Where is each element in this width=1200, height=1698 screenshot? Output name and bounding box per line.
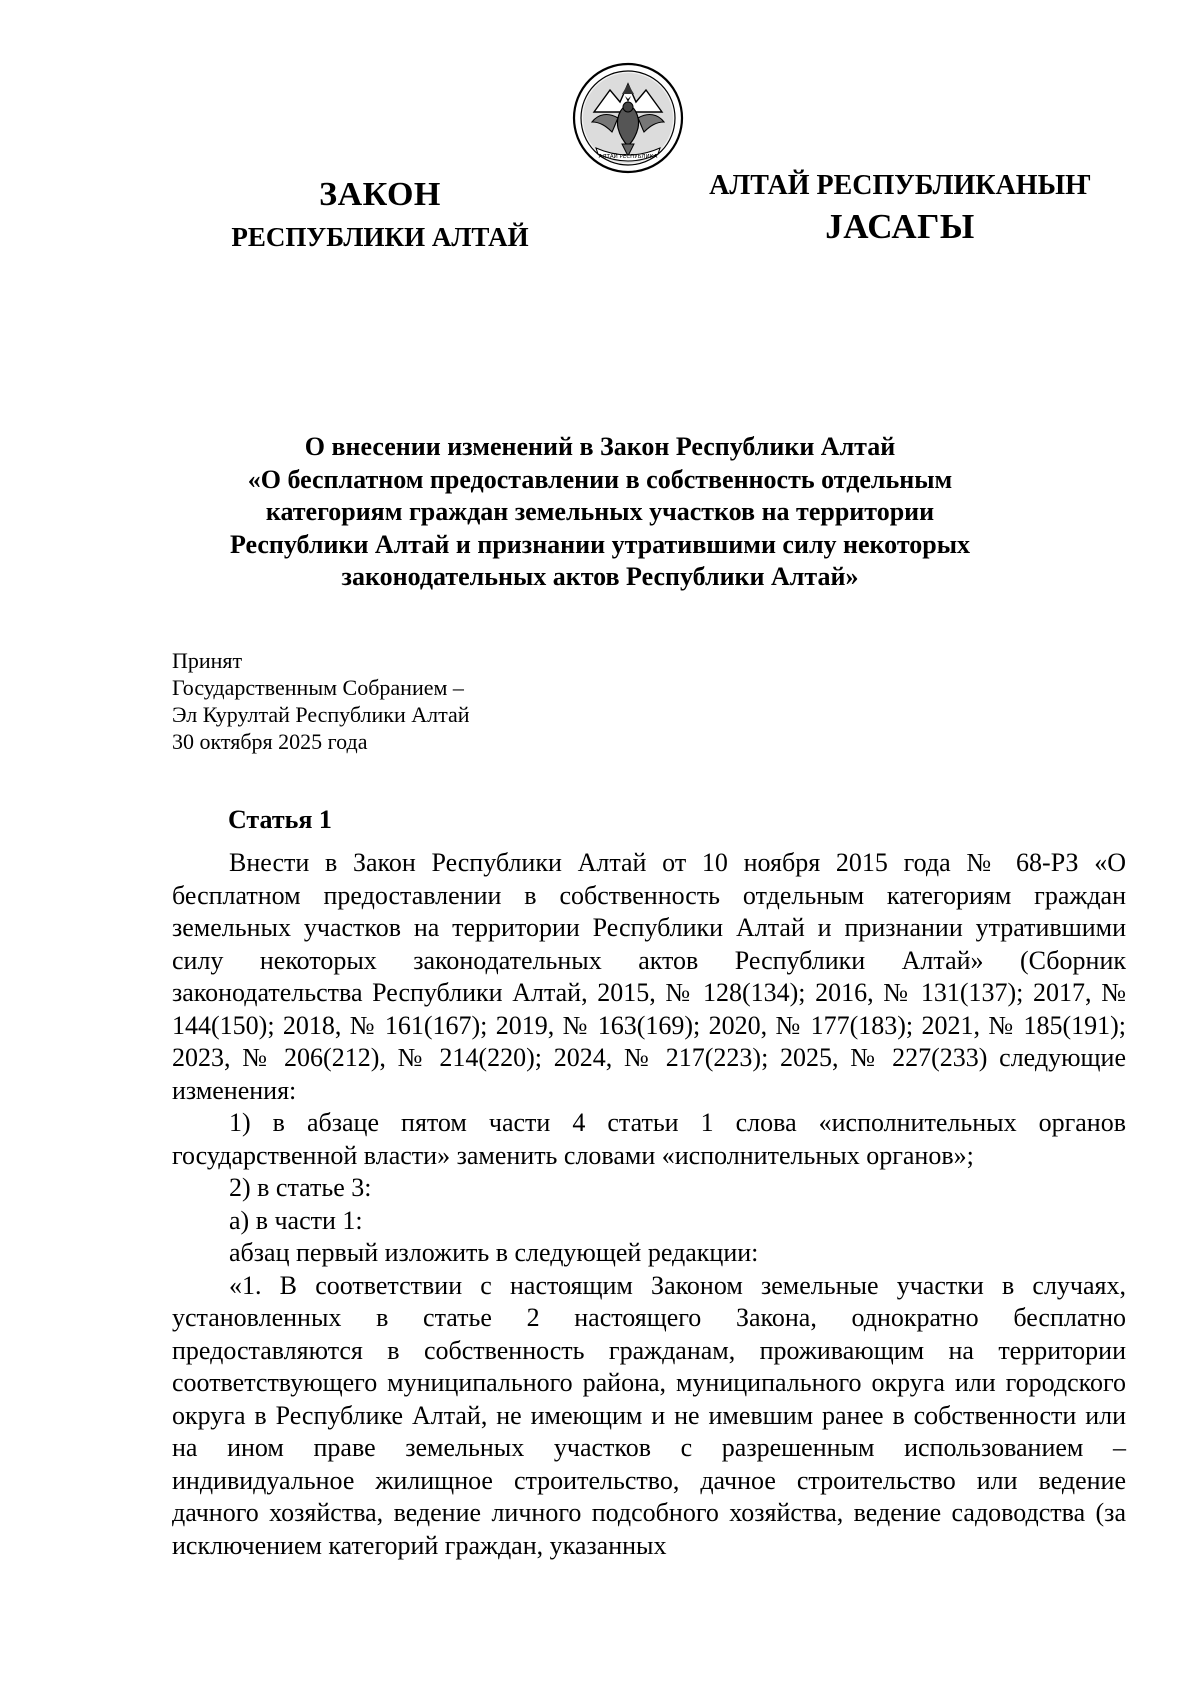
- header-left: [170, 173, 590, 257]
- coat-of-arms-icon: [572, 62, 684, 174]
- title-line: категориям граждан земельных участков на территории: [265, 497, 935, 526]
- title-line: О внесении изменений в Закон Республики Алтай: [304, 432, 896, 461]
- paragraph: Внести в Закон Республики Алтай от 10 ноября 2015 года № 68-РЗ «О бесплатном предоставлении в собственность отдельным категориям граждан земельных участков на территории Республики Алтай и признании утратившими силу некоторых законодательных актов Республики Алтай» (Сборник законодательства Республики Алтай, 2015, № 128(134); 2016, № 131(137); 2017, № 144(150); 2018, № 161(167); 2019, № 163(169); 2020, № 177(183); 2021, № 185(191); 2023, № 206(212), № 214(220); 2024, № 217(223); 2025, № 227(233) следующие изменения:: [172, 848, 1126, 1105]
- paragraph: «1. В соответствии с настоящим Законом земельные участки в случаях, установленных в статье 2 настоящего Закона, однократно бесплатно предоставляются в собственность гражданам, проживающим на территории соответствующего муниципального района, муниципального округа или городского округа в Республике Алтай, не имеющим и не имевшим ранее в собственности или на ином праве земельных участков с разрешенным использованием – индивидуальное жилищное строительство, дачное строительство или ведение дачного хозяйства, ведение личного подсобного хозяйства, ведение садоводства (за исключением категорий граждан, указанных: [172, 1270, 1126, 1560]
- title-line: Республики Алтай и признании утратившими силу некоторых: [229, 529, 971, 559]
- article-heading: Статья 1: [228, 805, 332, 834]
- law-title-alt: ЈАСАГЫ: [825, 207, 975, 246]
- paragraph: а) в части 1:: [229, 1205, 363, 1235]
- paragraph: 2) в статье 3:: [229, 1173, 372, 1202]
- republic-name-alt: АЛТАЙ РЕСПУБЛИКАНЫҤ: [709, 170, 1091, 201]
- title-line: «О бесплатном предоставлении в собственность отдельным: [247, 464, 953, 494]
- law-title-ru: ЗАКОН: [319, 176, 441, 213]
- adopted-date: 30 октября 2025 года: [172, 729, 368, 754]
- paragraph: абзац первый изложить в следующей редакции:: [229, 1238, 759, 1267]
- header-right: [690, 168, 1110, 250]
- republic-name-ru: РЕСПУБЛИКИ АЛТАЙ: [231, 222, 529, 252]
- paragraph: 1) в абзаце пятом части 4 статьи 1 слова «исполнительных органов государственной власти» заменить словами «исполнительных органов»;: [172, 1108, 1126, 1170]
- svg-text:АЛТАЙ РЕСПУБЛИКА: АЛТАЙ РЕСПУБЛИКА: [598, 154, 658, 160]
- document-title: [160, 431, 1040, 594]
- title-line: законодательных актов Республики Алтай»: [341, 562, 859, 591]
- adoption-info: [172, 647, 470, 755]
- adopted-by: Государственным Собранием –: [172, 675, 464, 700]
- adopted-label: Принят: [172, 648, 243, 673]
- article-body: [172, 847, 1126, 1562]
- adopted-body: Эл Курултай Республики Алтай: [172, 702, 470, 727]
